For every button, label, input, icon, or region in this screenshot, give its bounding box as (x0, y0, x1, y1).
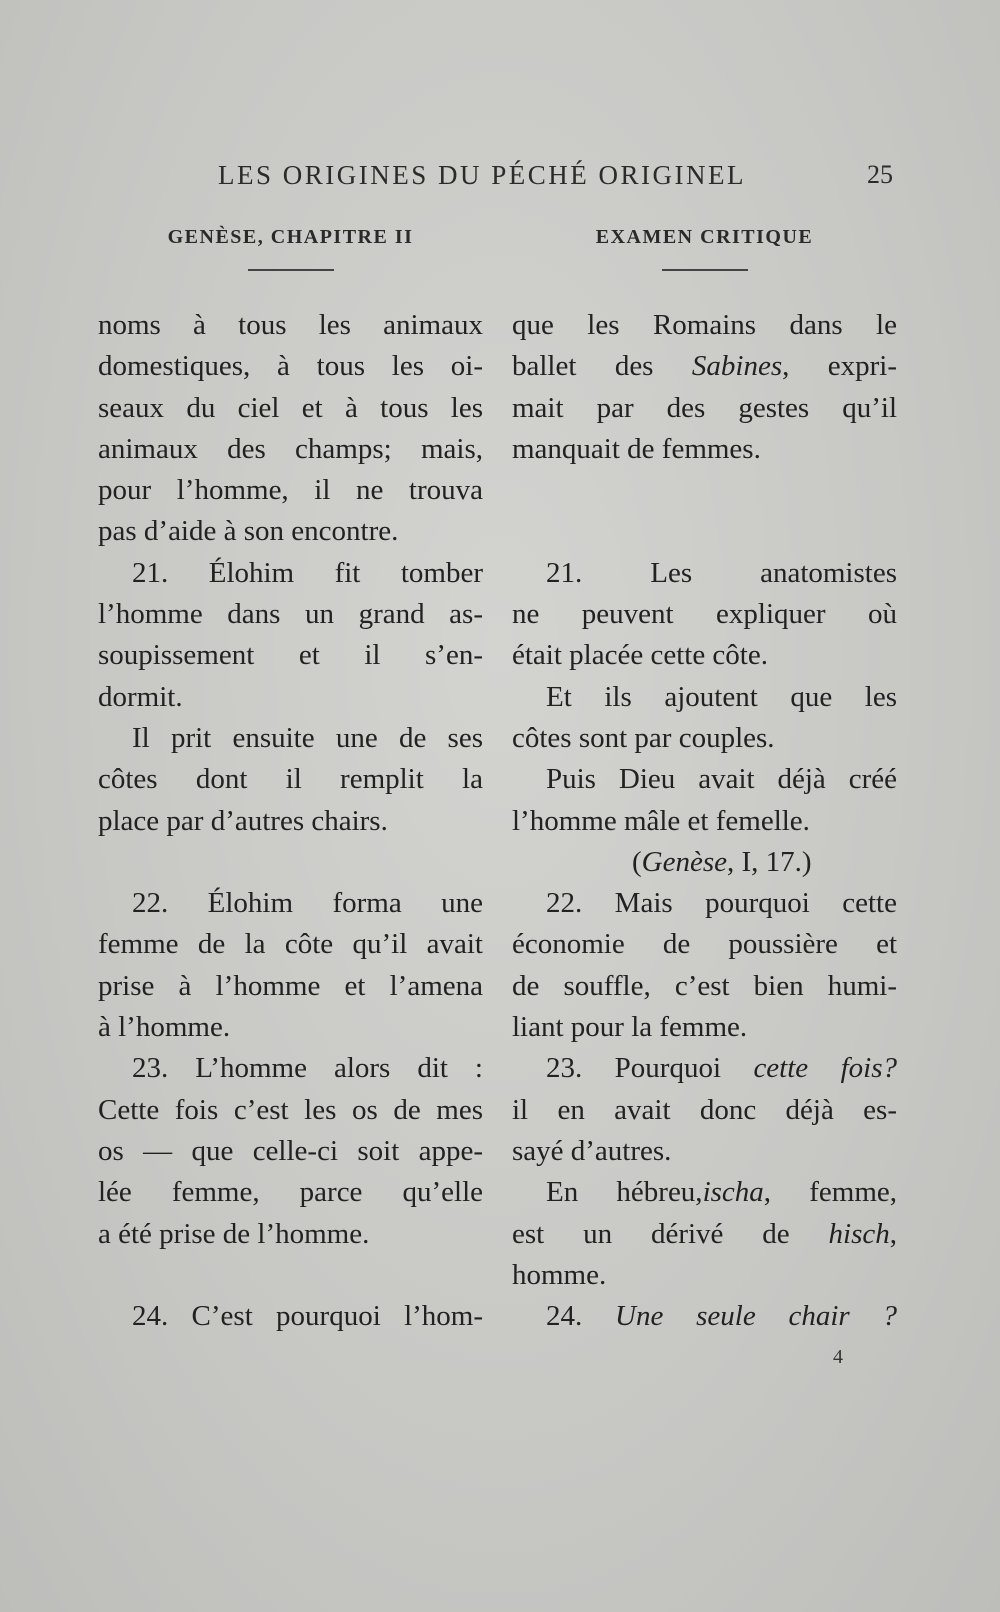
text-span: , I, 17.) (727, 845, 812, 878)
text-line: manquait de femmes. (512, 432, 761, 465)
italic-word: ischa (702, 1176, 764, 1209)
text-line: côtes sont par couples. (512, 721, 775, 754)
text-line: Et ils ajoutent que les (546, 680, 897, 713)
page-number: 25 (867, 160, 893, 189)
text-line: soupissement et il s’en- (98, 639, 483, 672)
italic-word: hisch (828, 1217, 890, 1250)
text-line: ne peuvent expliquer où (512, 598, 897, 631)
text-span: , femme, (763, 1176, 897, 1209)
text-span: En hébreu, (546, 1176, 703, 1209)
comment-23-start (512, 1048, 897, 1089)
text-line: lée femme, parce qu’elle (98, 1176, 483, 1209)
text-line: Cette fois c’est les os de mes (98, 1093, 483, 1126)
text-line: prise à l’homme et l’amena (98, 969, 483, 1002)
text-line: côtes dont il remplit la (98, 763, 483, 796)
right-column-heading: EXAMEN CRITIQUE (595, 226, 814, 248)
blank-line (512, 470, 897, 511)
text-line (512, 346, 897, 387)
verse-21-start: 21. Élohim fit tomber (132, 556, 483, 589)
left-column (98, 226, 483, 1337)
text-line: liant pour la femme. (512, 1011, 748, 1044)
right-heading-rule (662, 269, 748, 271)
text-line: domestiques, à tous les oi- (98, 350, 483, 383)
blank-line (512, 511, 897, 552)
right-column-body (512, 305, 897, 1337)
italic-title: Sabines (691, 350, 783, 383)
verse-24-start: 24. C’est pourquoi l’hom- (132, 1300, 483, 1333)
text-line: seaux du ciel et à tous les (98, 391, 483, 424)
text-line (512, 1172, 897, 1213)
text-line: l’homme dans un grand as- (98, 598, 483, 631)
text-line: l’homme mâle et femelle. (512, 804, 810, 837)
text-line: homme. (512, 1258, 607, 1291)
text-line: de souffle, c’est bien humi- (512, 969, 897, 1002)
text-span: 24. (546, 1300, 583, 1333)
text-line: a été prise de l’homme. (98, 1217, 370, 1250)
text-line: que les Romains dans le (512, 309, 897, 341)
italic-title: Genèse (641, 845, 728, 878)
blank-line (98, 1255, 483, 1296)
text-line: pas d’aide à son encontre. (98, 515, 399, 548)
text-span: 23. Pourquoi (546, 1052, 722, 1085)
running-head (98, 160, 893, 200)
text-line: dormit. (98, 680, 183, 713)
text-span: ballet des (512, 350, 654, 383)
text-line: noms à tous les animaux (98, 309, 483, 341)
text-line: sayé d’autres. (512, 1134, 672, 1167)
text-line: économie de poussière et (512, 928, 897, 961)
comment-22-start: 22. Mais pourquoi cette (546, 887, 897, 920)
right-column (512, 226, 897, 1337)
text-span: , expri- (782, 350, 897, 383)
comment-24-start (512, 1296, 897, 1337)
text-span: est un dérivé de (512, 1217, 790, 1250)
text-line: Puis Dieu avait déjà créé (546, 763, 897, 796)
italic-phrase: Une seule chair ? (615, 1300, 897, 1333)
text-line: il en avait donc déjà es- (512, 1093, 897, 1126)
text-line (512, 1214, 897, 1255)
text-line: pour l’homme, il ne trouva (98, 474, 483, 507)
left-column-body (98, 305, 483, 1337)
running-title: LES ORIGINES DU PÉCHÉ ORIGINEL (218, 160, 746, 190)
comment-21-start: 21. Les anatomistes (546, 556, 897, 589)
text-line: animaux des champs; mais, (98, 432, 483, 465)
left-column-heading: GENÈSE, CHAPITRE II (167, 226, 414, 248)
text-span: ( (632, 845, 642, 878)
text-line: était placée cette côte. (512, 639, 768, 672)
text-line: os — que celle-ci soit appe- (98, 1134, 483, 1167)
text-line: femme de la côte qu’il avait (98, 928, 483, 961)
verse-22-start: 22. Élohim forma une (132, 887, 483, 920)
italic-phrase: cette fois? (753, 1052, 897, 1085)
verse-23-start: 23. L’homme alors dit : (132, 1052, 483, 1085)
signature-mark: 4 (833, 1346, 843, 1368)
text-line: place par d’autres chairs. (98, 804, 388, 837)
text-line: à l’homme. (98, 1011, 231, 1044)
citation-line (512, 842, 897, 883)
text-line: Il prit ensuite une de ses (132, 721, 483, 754)
left-heading-rule (248, 269, 334, 271)
text-line: mait par des gestes qu’il (512, 391, 897, 424)
text-span: , (889, 1217, 897, 1250)
blank-line (98, 842, 483, 883)
